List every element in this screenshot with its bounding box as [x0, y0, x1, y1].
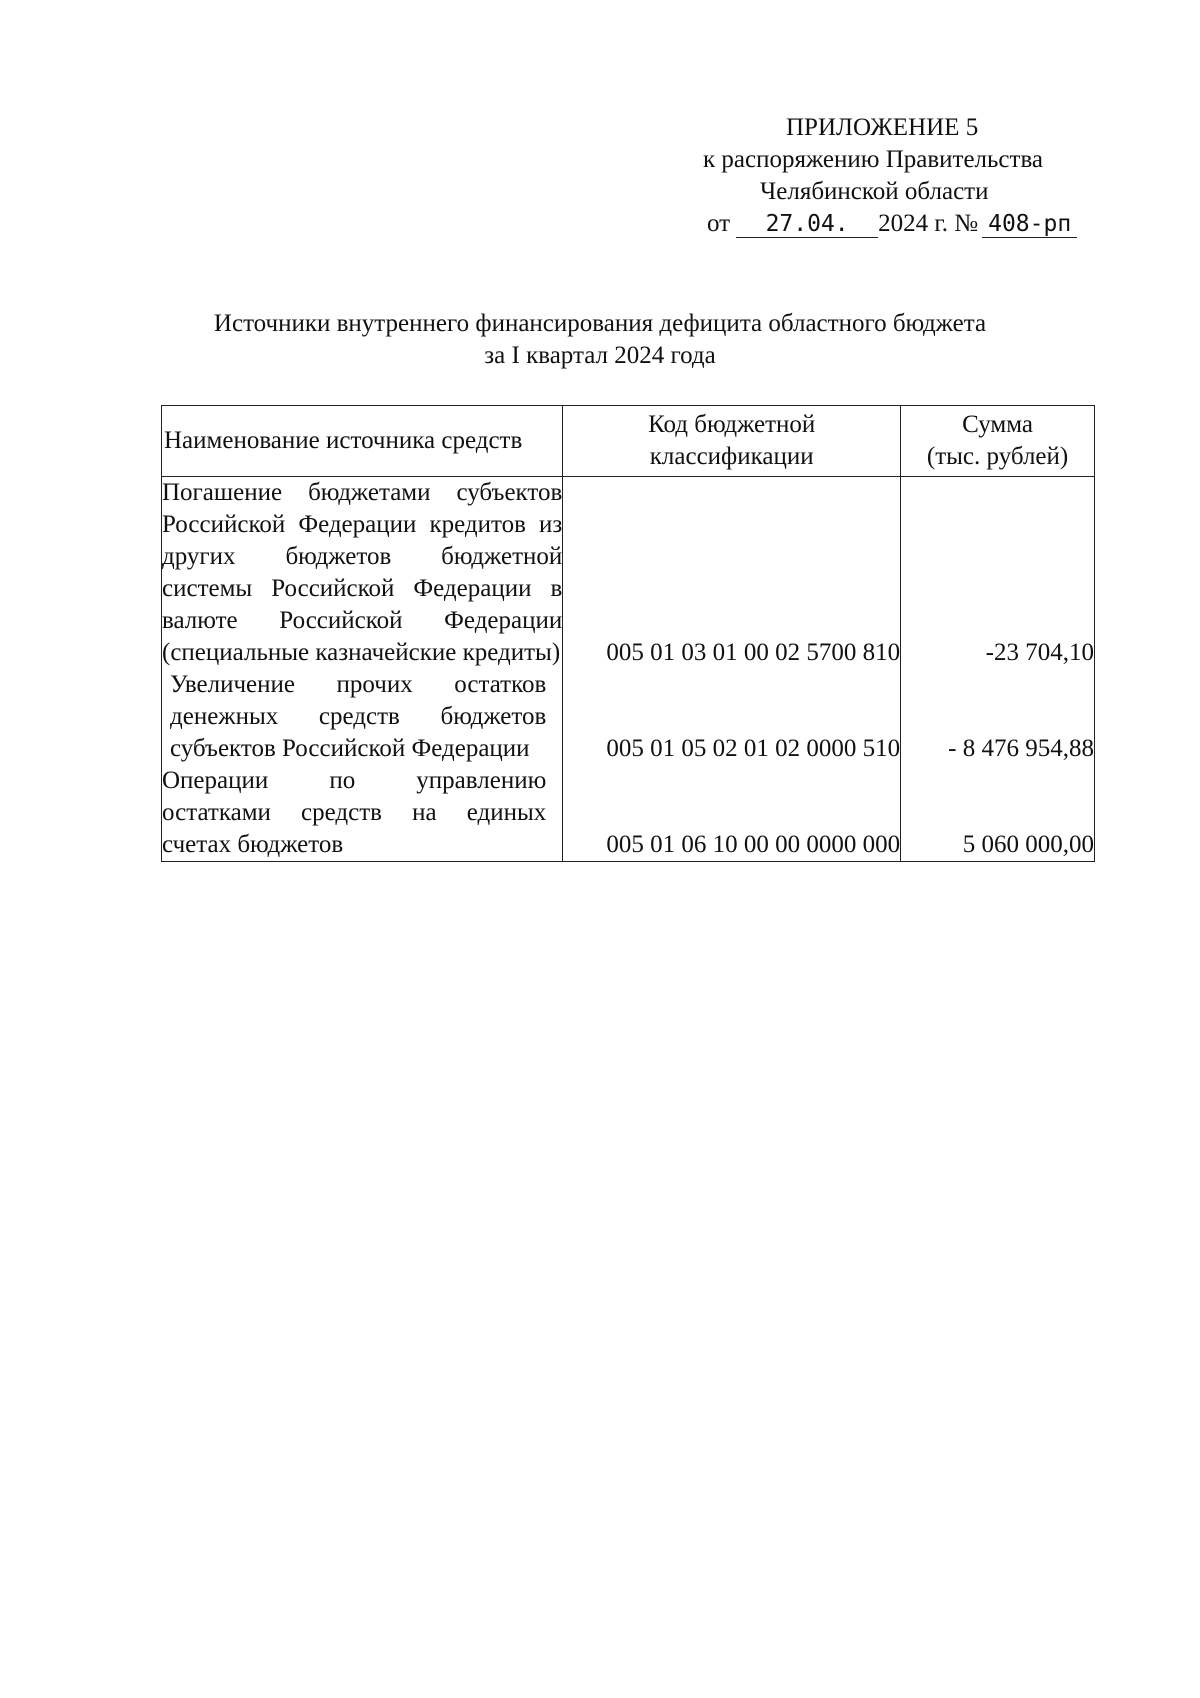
header-amount [901, 406, 1095, 477]
table-header-row [162, 406, 1095, 477]
row-source-name: Увеличение прочих остатков денежных средств бюджетов субъектов Российской Федерации [162, 669, 563, 765]
document-title-line2: за I квартал 2024 года [484, 342, 716, 369]
row-budget-code: 005 01 06 10 00 00 0000 000 [563, 765, 901, 862]
header-amount-line2: (тыс. рублей) [926, 443, 1069, 470]
document-number: 408-рп [982, 211, 1077, 238]
appendix-region-line: Челябинской области [760, 178, 989, 205]
table-row [162, 669, 1095, 765]
header-code-line1: Код бюджетной [648, 411, 816, 438]
appendix-title: ПРИЛОЖЕНИЕ 5 [786, 114, 979, 141]
appendix-date-line [640, 208, 1080, 240]
financing-sources-table [161, 405, 1095, 862]
date-prefix: от [707, 210, 731, 237]
row-source-name: Погашение бюджетами субъектов Российской Федерации кредитов из других бюджетов бюджетной системы Российской Федерации в валюте Российской Федерации (специальные казначейские кредиты) [162, 477, 563, 670]
document-title [100, 308, 1100, 372]
row-budget-code: 005 01 05 02 01 02 0000 510 [563, 669, 901, 765]
appendix-header [640, 112, 1080, 240]
appendix-order-line: к распоряжению Правительства [703, 146, 1044, 173]
header-budget-code [563, 406, 901, 477]
row-amount: 5 060 000,00 [901, 765, 1095, 862]
header-amount-line1: Сумма [962, 411, 1033, 438]
table-row [162, 477, 1095, 670]
document-title-line1: Источники внутреннего финансирования дефицита областного бюджета [213, 310, 987, 337]
year-number-label: 2024 г. № [878, 210, 979, 237]
row-budget-code: 005 01 03 01 00 02 5700 810 [563, 477, 901, 670]
header-source-name: Наименование источника средств [162, 406, 563, 477]
date-value: 27.04. [736, 211, 878, 238]
row-amount: - 8 476 954,88 [901, 669, 1095, 765]
table-row [162, 765, 1095, 862]
row-amount: -23 704,10 [901, 477, 1095, 670]
row-source-name: Операции по управлению остатками средств на единых счетах бюджетов [162, 765, 563, 862]
header-code-line2: классификации [649, 443, 814, 470]
